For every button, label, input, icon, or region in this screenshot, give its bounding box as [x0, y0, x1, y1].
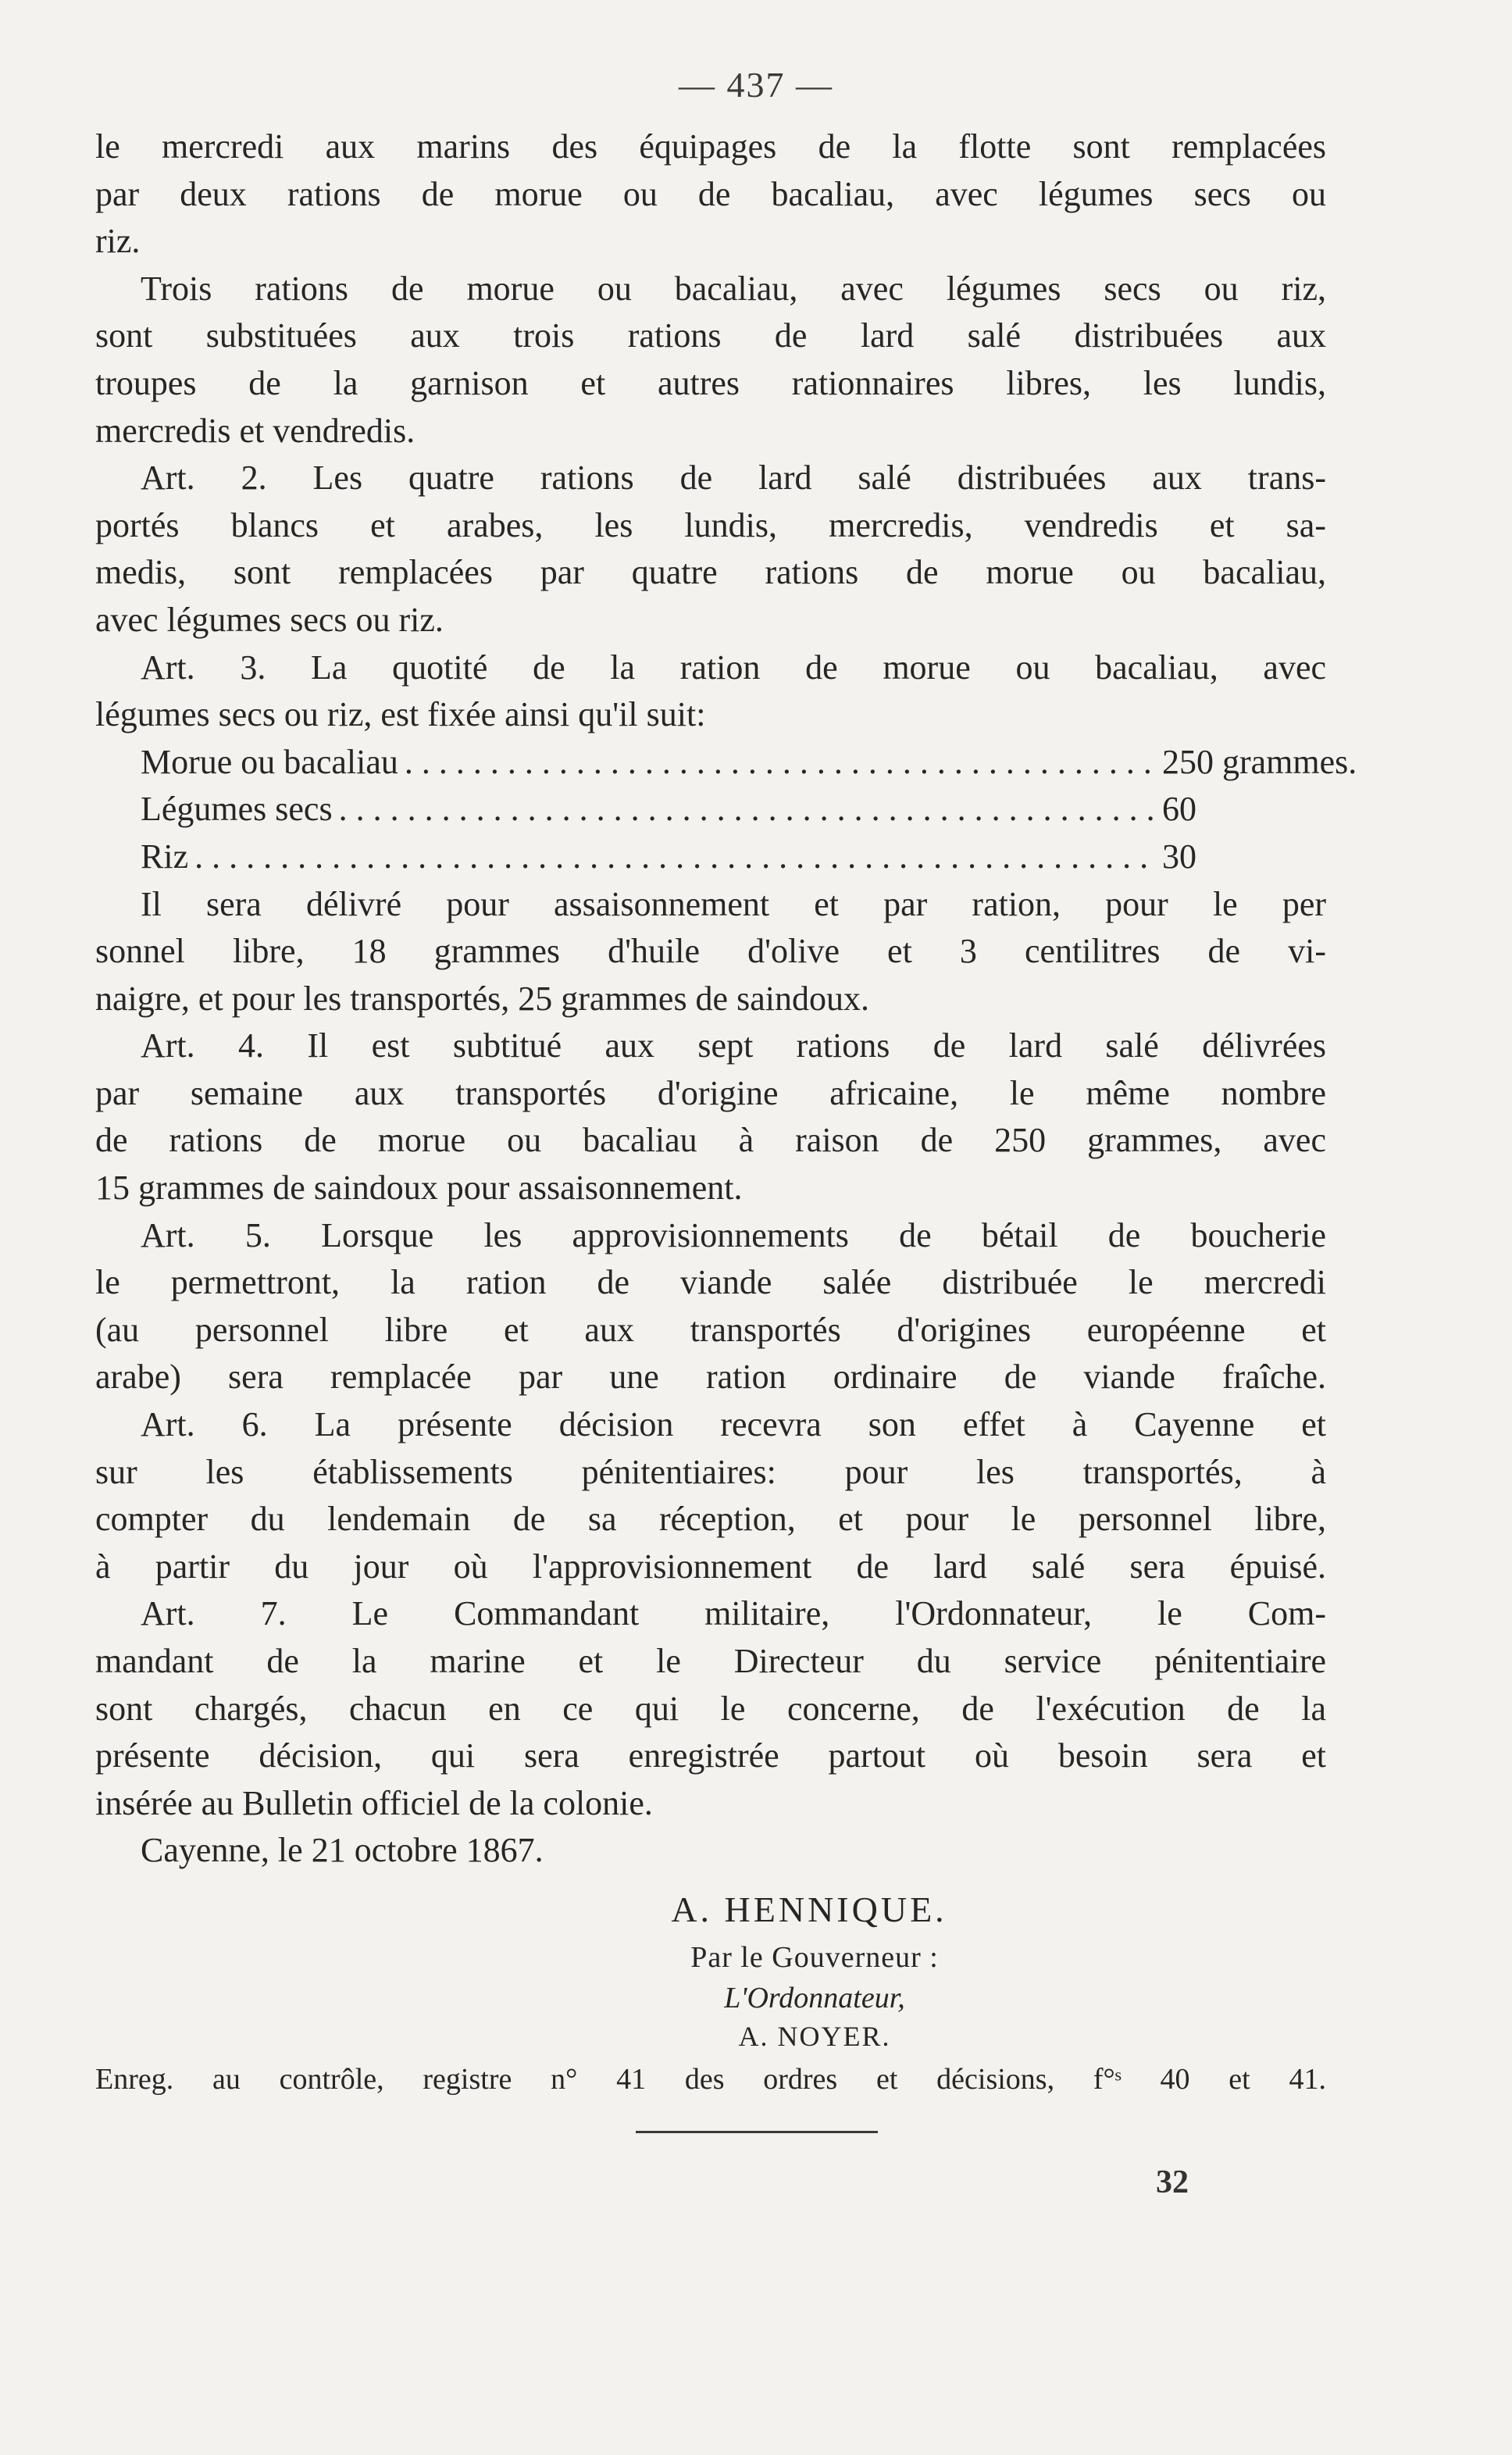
text-line: sont chargés, chacun en ce qui le concerne, de l'exécution de la: [95, 1689, 1326, 1728]
leader-dots: [405, 739, 1156, 787]
text-line: compter du lendemain de sa réception, et pour le personnel libre,: [95, 1500, 1326, 1539]
text-line: Art. 3. La quotité de la ration de morue ou bacaliau, avec: [141, 648, 1326, 687]
text-line: insérée au Bulletin officiel de la colonie.: [95, 1783, 653, 1822]
text-line: par semaine aux transportés d'origine africaine, le même nombre: [95, 1073, 1326, 1112]
leader-dots: [339, 786, 1156, 833]
text-line: Il sera délivré pour assaisonnement et par ration, pour le per: [141, 884, 1326, 923]
text-line: sur les établissements pénitentiaires: pour les transportés, à: [95, 1452, 1326, 1491]
text-line: de rations de morue ou bacaliau à raison de 250 grammes, avec: [95, 1121, 1326, 1160]
text-line: Art. 7. Le Commandant militaire, l'Ordonnateur, le Com-: [141, 1594, 1326, 1633]
text-line: (au personnel libre et aux transportés d'origines européenne et: [95, 1310, 1326, 1349]
text-line: 15 grammes de saindoux pour assaisonnement.: [95, 1169, 743, 1208]
ration-quantity: 250 grammes.: [1162, 742, 1357, 781]
page-number: — 437 —: [679, 65, 833, 105]
text-line: Art. 2. Les quatre rations de lard salé distribuées aux trans-: [141, 459, 1326, 498]
text-line: par deux rations de morue ou de bacaliau, avec légumes secs ou: [95, 174, 1326, 213]
text-line: Art. 5. Lorsque les approvisionnements de bétail de boucherie: [141, 1215, 1326, 1254]
text-line: arabe) sera remplacée par une ration ordinaire de viande fraîche.: [95, 1358, 1326, 1397]
ration-quantity: 30: [1162, 837, 1196, 876]
text-line: le mercredi aux marins des équipages de la flotte sont remplacées: [95, 127, 1326, 166]
place-date-line: Cayenne, le 21 octobre 1867.: [141, 1831, 544, 1870]
divider-rule: [636, 2131, 878, 2133]
ration-row: [95, 833, 1326, 881]
text-line: avec légumes secs ou riz.: [95, 600, 444, 639]
text-line: Art. 6. La présente décision recevra son effet à Cayenne et: [141, 1405, 1326, 1444]
text-line: riz.: [95, 222, 141, 261]
registration-note: Enreg. au contrôle, registre n° 41 des ordres et décisions, f°ˢ 40 et 41.: [95, 2063, 1326, 2096]
signatory-name: A. HENNIQUE.: [671, 1889, 947, 1929]
text-line: présente décision, qui sera enregistrée partout où besoin sera et: [95, 1736, 1326, 1775]
ration-item: Riz: [141, 837, 189, 876]
signatory-authority: Par le Gouverneur :: [690, 1941, 939, 1974]
ration-item: Légumes secs: [141, 790, 333, 829]
text-line: sont substituées aux trois rations de lard salé distribuées aux: [95, 316, 1326, 355]
text-line: mandant de la marine et le Directeur du service pénitentiaire: [95, 1642, 1326, 1680]
text-line: légumes secs ou riz, est fixée ainsi qu'il suit:: [95, 695, 706, 734]
text-line: troupes de la garnison et autres rationnaires libres, les lundis,: [95, 363, 1326, 402]
text-line: sonnel libre, 18 grammes d'huile d'olive et 3 centilitres de vi-: [95, 932, 1326, 971]
ration-row: [95, 786, 1326, 833]
text-line: portés blancs et arabes, les lundis, mercredis, vendredis et sa-: [95, 505, 1326, 544]
text-line: Trois rations de morue ou bacaliau, avec légumes secs ou riz,: [141, 269, 1326, 308]
text-line: naigre, et pour les transportés, 25 grammes de saindoux.: [95, 979, 869, 1018]
countersignatory-name: A. NOYER.: [738, 2021, 891, 2052]
ration-row: [95, 739, 1357, 787]
document-body: [95, 123, 1357, 1875]
text-line: à partir du jour où l'approvisionnement de lard salé sera épuisé.: [95, 1547, 1326, 1586]
ration-quantity: 60: [1162, 790, 1196, 829]
text-line: Art. 4. Il est subtitué aux sept rations de lard salé délivrées: [141, 1026, 1326, 1065]
leader-dots: [194, 833, 1156, 881]
text-line: medis, sont remplacées par quatre rations de morue ou bacaliau,: [95, 553, 1326, 592]
signatory-title: L'Ordonnateur,: [724, 1982, 905, 2014]
ration-item: Morue ou bacaliau: [141, 742, 398, 781]
text-line: mercredis et vendredis.: [95, 411, 415, 450]
printer-signature-mark: 32: [1156, 2164, 1189, 2200]
text-line: le permettront, la ration de viande salée distribuée le mercredi: [95, 1263, 1326, 1302]
